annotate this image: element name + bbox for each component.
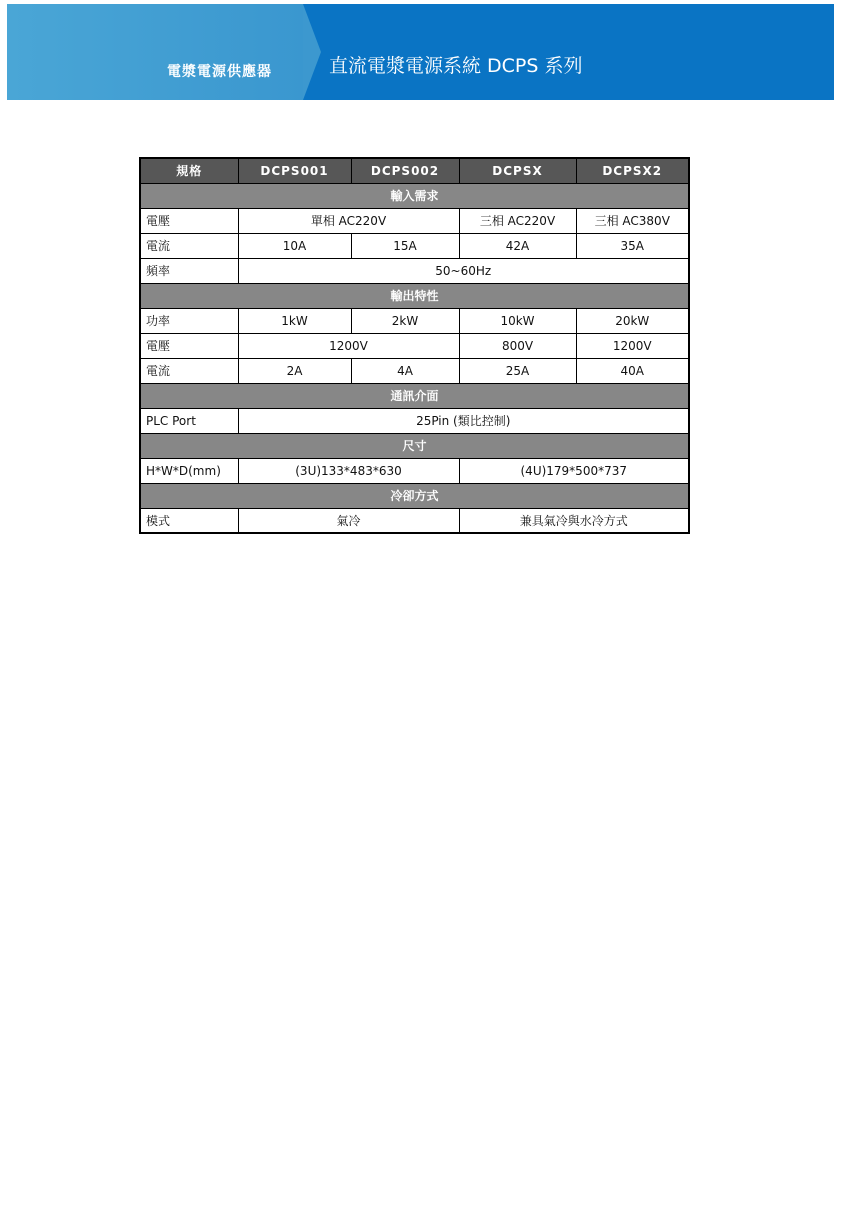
header-banner — [7, 4, 834, 100]
row-label: PLC Port — [140, 408, 238, 433]
page-title: 直流電漿電源系統 DCPS 系列 — [329, 55, 583, 77]
table-cell: 單相 AC220V — [238, 208, 459, 233]
table-cell: 10kW — [459, 308, 576, 333]
table-cell: 20kW — [576, 308, 689, 333]
row-label: 電流 — [140, 233, 238, 258]
table-cell: 兼具氣冷與水冷方式 — [459, 508, 689, 533]
table-cell: 2A — [238, 358, 351, 383]
table-cell: 氣冷 — [238, 508, 459, 533]
table-cell: 35A — [576, 233, 689, 258]
table-cell: (3U)133*483*630 — [238, 458, 459, 483]
section-title: 通訊介面 — [140, 383, 689, 408]
section-row — [140, 183, 689, 208]
row-label: 電壓 — [140, 333, 238, 358]
table-cell: 三相 AC220V — [459, 208, 576, 233]
section-title: 輸出特性 — [140, 283, 689, 308]
spec-table — [139, 157, 690, 534]
section-title: 尺寸 — [140, 433, 689, 458]
column-header: DCPS001 — [238, 158, 351, 183]
section-row — [140, 283, 689, 308]
table-row — [140, 258, 689, 283]
table-row — [140, 458, 689, 483]
column-header: 規格 — [140, 158, 238, 183]
table-row — [140, 208, 689, 233]
table-cell: 2kW — [351, 308, 459, 333]
table-cell: 1200V — [238, 333, 459, 358]
table-cell: 25Pin (類比控制) — [238, 408, 689, 433]
column-header: DCPSX — [459, 158, 576, 183]
header-banner-left — [7, 4, 303, 100]
row-label: H*W*D(mm) — [140, 458, 238, 483]
table-cell: (4U)179*500*737 — [459, 458, 689, 483]
table-row — [140, 508, 689, 533]
row-label: 電流 — [140, 358, 238, 383]
table-cell: 三相 AC380V — [576, 208, 689, 233]
row-label: 模式 — [140, 508, 238, 533]
table-row — [140, 333, 689, 358]
table-cell: 40A — [576, 358, 689, 383]
table-header-row — [140, 158, 689, 183]
table-cell: 25A — [459, 358, 576, 383]
table-row — [140, 358, 689, 383]
category-label: 電漿電源供應器 — [167, 64, 272, 80]
table-row — [140, 233, 689, 258]
column-header: DCPSX2 — [576, 158, 689, 183]
row-label: 功率 — [140, 308, 238, 333]
table-cell: 42A — [459, 233, 576, 258]
table-cell: 50~60Hz — [238, 258, 689, 283]
row-label: 電壓 — [140, 208, 238, 233]
table-row — [140, 308, 689, 333]
table-cell: 1200V — [576, 333, 689, 358]
table-cell: 1kW — [238, 308, 351, 333]
section-row — [140, 433, 689, 458]
column-header: DCPS002 — [351, 158, 459, 183]
section-title: 輸入需求 — [140, 183, 689, 208]
section-row — [140, 483, 689, 508]
row-label: 頻率 — [140, 258, 238, 283]
table-cell: 10A — [238, 233, 351, 258]
table-cell: 4A — [351, 358, 459, 383]
table-row — [140, 408, 689, 433]
table-cell: 800V — [459, 333, 576, 358]
section-title: 冷卻方式 — [140, 483, 689, 508]
section-row — [140, 383, 689, 408]
table-cell: 15A — [351, 233, 459, 258]
banner-arrow-shape — [303, 4, 321, 100]
